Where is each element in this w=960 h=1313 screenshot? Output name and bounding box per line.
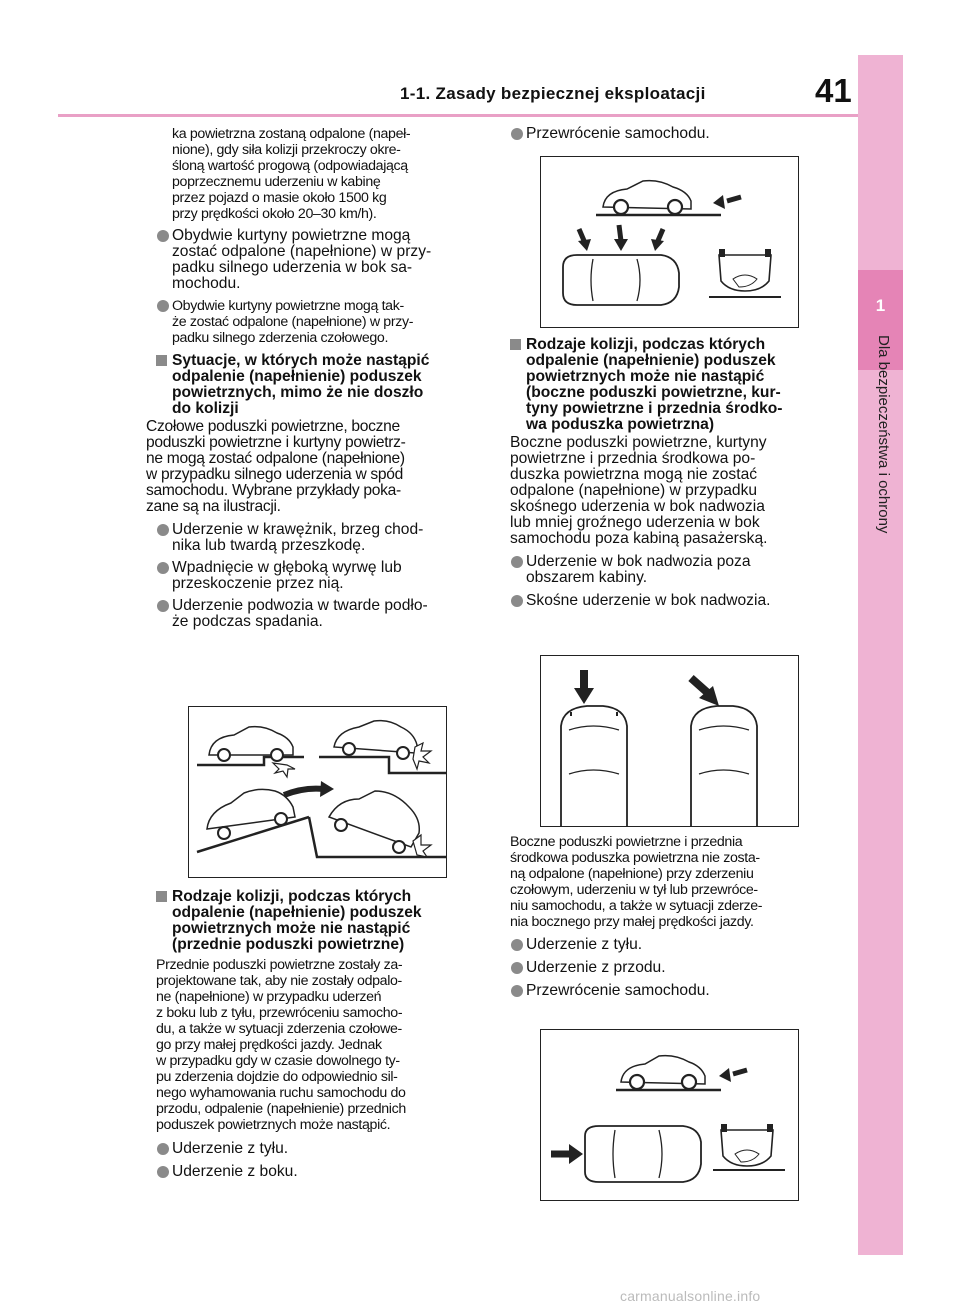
text-line: Wpadnięcie w głęboką wyrwę lub <box>172 559 402 576</box>
text-line: że zostać odpalone (napełnione) w przy- <box>172 314 414 330</box>
text-line: powietrzne i przednia środkowa po- <box>510 450 756 467</box>
text-line: odpalenie (napełnienie) poduszek <box>172 368 422 385</box>
text-line: odpalenie (napełnienie) poduszek <box>172 904 422 921</box>
text-line: poduszki powietrzne i kurtyny powietrz- <box>146 434 406 451</box>
text-line: Uderzenie z tyłu. <box>172 1140 289 1157</box>
text-line: go przy małej prędkości jazdy. Jednak <box>156 1037 382 1053</box>
bullet-item <box>510 960 840 976</box>
text-line: przez pojazd o masie około 1500 kg <box>172 190 387 206</box>
text-line: z boku lub z tyłu, przewróceniu samocho- <box>156 1005 403 1021</box>
text-line: projektowane tak, aby nie zostały odpalo- <box>156 973 402 989</box>
text-line: padku silnego uderzenia w bok sa- <box>172 259 413 276</box>
text-line: samochodu poza kabiną pasażerską. <box>510 530 768 547</box>
text-line: ną odpalone (napełnione) przy zderzeniu <box>510 866 754 882</box>
section-heading <box>156 353 486 417</box>
text-line: Sytuacje, w których może nastąpić <box>172 352 430 369</box>
text-line: nika lub twardą przeszkodę. <box>172 537 366 554</box>
text-line: ka powietrzna zostaną odpalone (napeł- <box>172 126 411 142</box>
text-line: tyny powietrzne i przednia środko- <box>526 400 783 417</box>
left-column-bottom <box>156 889 486 1180</box>
text-line: samochodu. Wybrane przykłady poka- <box>146 482 401 499</box>
text-line: mochodu. <box>172 275 241 292</box>
text-line: duszka powietrzna mogą nie zostać <box>510 466 758 483</box>
bullet-item <box>156 1164 486 1180</box>
text-line: wa poduszka powietrzna) <box>526 416 715 433</box>
text-line: Boczne poduszki powietrzne i przednia <box>510 834 743 850</box>
text-line: w przypadku silnego uderzenia w spód <box>146 466 404 483</box>
figure-rollover-top <box>540 156 799 328</box>
text-line: Przewrócenie samochodu. <box>526 982 710 999</box>
text-line: Obydwie kurtyny powietrzne mogą <box>172 227 411 244</box>
text-line: przeskoczenie przez nią. <box>172 575 344 592</box>
text-line: zane są na ilustracji. <box>146 498 281 515</box>
text-line: odpalenie (napełnienie) poduszek <box>526 352 776 369</box>
right-column-top <box>510 126 840 142</box>
text-line: Uderzenie z boku. <box>172 1163 298 1180</box>
text-line: (przednie poduszki powietrzne) <box>172 936 405 953</box>
left-column-top <box>146 126 486 630</box>
text-line: powietrznych może nie nastąpić <box>526 368 765 385</box>
figure-underbody-impacts <box>188 706 447 878</box>
figure-rollover-bottom <box>540 1029 799 1201</box>
text-line: poprzecznemu uderzeniu w kabinę <box>172 174 381 190</box>
side-impacts-illustration <box>541 656 798 826</box>
text-line: odpalone (napełnione) w przypadku <box>510 482 758 499</box>
text-line: Skośne uderzenie w bok nadwozia. <box>526 592 771 609</box>
text-line: skośnego uderzenia w bok nadwozia <box>510 498 765 515</box>
text-line: Obydwie kurtyny powietrzne mogą tak- <box>172 298 404 314</box>
text-line: du, a także w sytuacji zderzenia czołowe- <box>156 1021 402 1037</box>
text-line: Uderzenie podwozia w twarde podło- <box>172 597 428 614</box>
section-title: 1-1. Zasady bezpiecznej eksploatacji <box>400 84 706 103</box>
text-line: Uderzenie z tyłu. <box>526 936 643 953</box>
text-line: Uderzenie w bok nadwozia poza <box>526 553 751 570</box>
text-line: Uderzenie w krawężnik, brzeg chod- <box>172 521 424 538</box>
bullet-item <box>156 598 486 630</box>
chapter-number: 1 <box>858 270 903 370</box>
body-paragraph <box>156 957 486 1133</box>
text-line: (boczne poduszki powietrzne, kur- <box>526 384 781 401</box>
section-heading <box>156 889 486 953</box>
bullet-item <box>510 593 840 609</box>
bullet-item <box>156 1141 486 1157</box>
underbody-impacts-illustration <box>189 707 446 877</box>
text-line: zostać odpalone (napełnione) w przy- <box>172 243 432 260</box>
header-rule <box>58 114 858 117</box>
text-line: nione), gdy siła kolizji przekroczy okre- <box>172 142 401 158</box>
right-column-bottom <box>510 834 840 999</box>
body-paragraph <box>510 834 840 930</box>
text-line: padku silnego zderzenia czołowego. <box>172 330 389 346</box>
body-paragraph <box>510 435 840 547</box>
figure-side-impacts <box>540 655 799 827</box>
text-line: czołowym, uderzeniu w tył lub przewróce- <box>510 882 758 898</box>
text-line: w przypadku gdy w czasie dowolnego ty- <box>156 1053 400 1069</box>
right-column-middle <box>510 337 840 609</box>
text-line: Rodzaje kolizji, podczas których <box>172 888 412 905</box>
page-number: 41 <box>815 72 852 109</box>
text-line: przodu, odpalenie (napełnienie) przednich <box>156 1101 406 1117</box>
intro-paragraph <box>156 126 486 222</box>
text-line: ne mogą zostać odpalone (napełnione) <box>146 450 405 467</box>
bullet-item <box>510 554 840 586</box>
text-line: że podczas spadania. <box>172 613 323 630</box>
text-line: nia bocznego przy małej prędkości jazdy. <box>510 914 754 930</box>
text-line: Boczne poduszki powietrzne, kurtyny <box>510 434 767 451</box>
bullet-item <box>510 983 840 999</box>
text-line: powietrznych może nie nastąpić <box>172 920 411 937</box>
rollover-illustration <box>541 157 798 327</box>
bullet-item <box>510 126 840 142</box>
rollover-front-rear-illustration <box>541 1030 798 1200</box>
text-line: poduszek powietrznych może nastąpić. <box>156 1117 391 1133</box>
text-line: powietrznych, mimo że nie doszło <box>172 384 424 401</box>
text-line: lub mniej groźnego uderzenia w bok <box>510 514 760 531</box>
chapter-title: Dla bezpieczeństwa i ochrony <box>875 335 892 534</box>
text-line: Przewrócenie samochodu. <box>526 125 710 142</box>
watermark: carmanualsonline.info <box>620 1288 761 1304</box>
section-heading <box>510 337 840 433</box>
text-line: śloną wartość progową (odpowiadającą <box>172 158 408 174</box>
text-line: przy prędkości około 20–30 km/h). <box>172 206 377 222</box>
text-line: niu samochodu, a także w sytuacji zderze- <box>510 898 763 914</box>
bullet-item <box>156 522 486 554</box>
chapter-side-tab <box>858 55 903 1255</box>
text-line: pu zderzenia dojdzie do odpowiednio sil- <box>156 1069 398 1085</box>
text-line: nego wyhamowania ruchu samochodu do <box>156 1085 406 1101</box>
bullet-item <box>510 937 840 953</box>
body-paragraph <box>146 419 486 515</box>
text-line: ne (napełnione) w przypadku uderzeń <box>156 989 382 1005</box>
text-line: Rodzaje kolizji, podczas których <box>526 336 766 353</box>
bullet-item <box>156 560 486 592</box>
text-line: środkowa poduszka powietrzna nie zosta- <box>510 850 760 866</box>
text-line: Uderzenie z przodu. <box>526 959 666 976</box>
text-line: do kolizji <box>172 400 239 417</box>
text-line: Czołowe poduszki powietrzne, boczne <box>146 418 400 435</box>
bullet-item <box>156 298 486 346</box>
text-line: Przednie poduszki powietrzne zostały za- <box>156 957 403 973</box>
bullet-item <box>156 228 486 292</box>
text-line: obszarem kabiny. <box>526 569 648 586</box>
